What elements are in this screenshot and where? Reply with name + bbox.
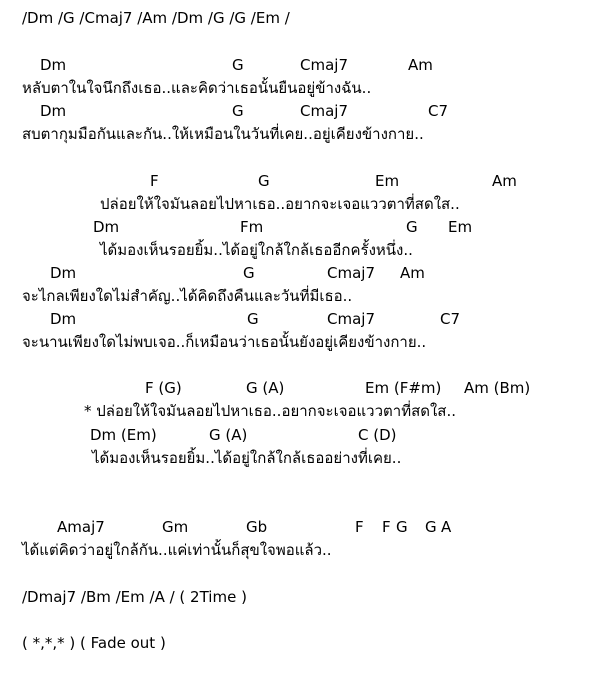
chord: G [247, 310, 259, 328]
intro-chords: /Dm /G /Cmaj7 /Am /Dm /G /G /Em / [22, 9, 290, 27]
chord: Em [375, 172, 400, 190]
lyric-line: * ปล่อยให้ใจมันลอยไปหาเธอ..อยากจะเจอแววตาที่สดใส.. [84, 402, 456, 420]
chord: Am [492, 172, 517, 190]
chord: Dm [50, 264, 77, 282]
chord: F [355, 518, 364, 536]
chord: C (D) [358, 426, 397, 444]
chord: Dm (Em) [90, 426, 157, 444]
chord: Amaj7 [57, 518, 105, 536]
lyric-line: สบตากุมมือกันและกัน..ให้เหมือนในวันที่เคย..อยู่เคียงข้างกาย.. [22, 125, 424, 143]
chord: Fm [240, 218, 264, 236]
chord: C7 [440, 310, 461, 328]
lyric-line: ได้มองเห็นรอยยิ้ม..ได้อยู่ใกล้ใกล้เธออย่างที่เคย.. [92, 449, 402, 467]
lyric-line: ได้แต่คิดว่าอยู่ใกล้กัน..แค่เท่านั้นก็สุขใจพอแล้ว.. [22, 541, 332, 559]
chord: Dm [93, 218, 120, 236]
chord: Em (F#m) [365, 379, 442, 397]
chord: G (A) [246, 379, 285, 397]
lyric-line: จะไกลเพียงใดไม่สำคัญ..ได้คิดถึงคืนและวันที่มีเธอ.. [22, 287, 353, 305]
chord: F [150, 172, 159, 190]
chord: G [232, 56, 244, 74]
chord: Dm [50, 310, 77, 328]
chord: G [396, 518, 408, 536]
chord: F (G) [145, 379, 182, 397]
repeat-note: ( *,*,* ) ( Fade out ) [22, 634, 166, 652]
chord: Em [448, 218, 473, 236]
lyric-line: หลับตาในใจนึกถึงเธอ..และคิดว่าเธอนั้นยืนอยู่ข้างฉัน.. [22, 79, 372, 97]
chord: Am [408, 56, 433, 74]
chord: G [406, 218, 418, 236]
chord: G (A) [209, 426, 248, 444]
outro-chords: /Dmaj7 /Bm /Em /A / ( 2Time ) [22, 588, 247, 606]
chord: Cmaj7 [327, 310, 375, 328]
chord: Cmaj7 [327, 264, 375, 282]
chord: Am [400, 264, 425, 282]
chord: Dm [40, 102, 67, 120]
lyric-line: ได้มองเห็นรอยยิ้ม..ได้อยู่ใกล้ใกล้เธออีกครั้งหนึ่ง.. [100, 241, 413, 259]
chord: G [258, 172, 270, 190]
chord: C7 [428, 102, 449, 120]
chord: G [425, 518, 437, 536]
chord: Cmaj7 [300, 102, 348, 120]
chord: G [243, 264, 255, 282]
chord: A [441, 518, 452, 536]
lyric-line: ปล่อยให้ใจมันลอยไปหาเธอ..อยากจะเจอแววตาที่สดใส.. [100, 195, 460, 213]
chord: Gb [246, 518, 268, 536]
chord: F [382, 518, 391, 536]
lyric-line: จะนานเพียงใดไม่พบเจอ..ก็เหมือนว่าเธอนั้นยังอยู่เคียงข้างกาย.. [22, 333, 427, 351]
chord: Am (Bm) [464, 379, 531, 397]
chord: Dm [40, 56, 67, 74]
chord: G [232, 102, 244, 120]
chord: Gm [162, 518, 189, 536]
chord: Cmaj7 [300, 56, 348, 74]
